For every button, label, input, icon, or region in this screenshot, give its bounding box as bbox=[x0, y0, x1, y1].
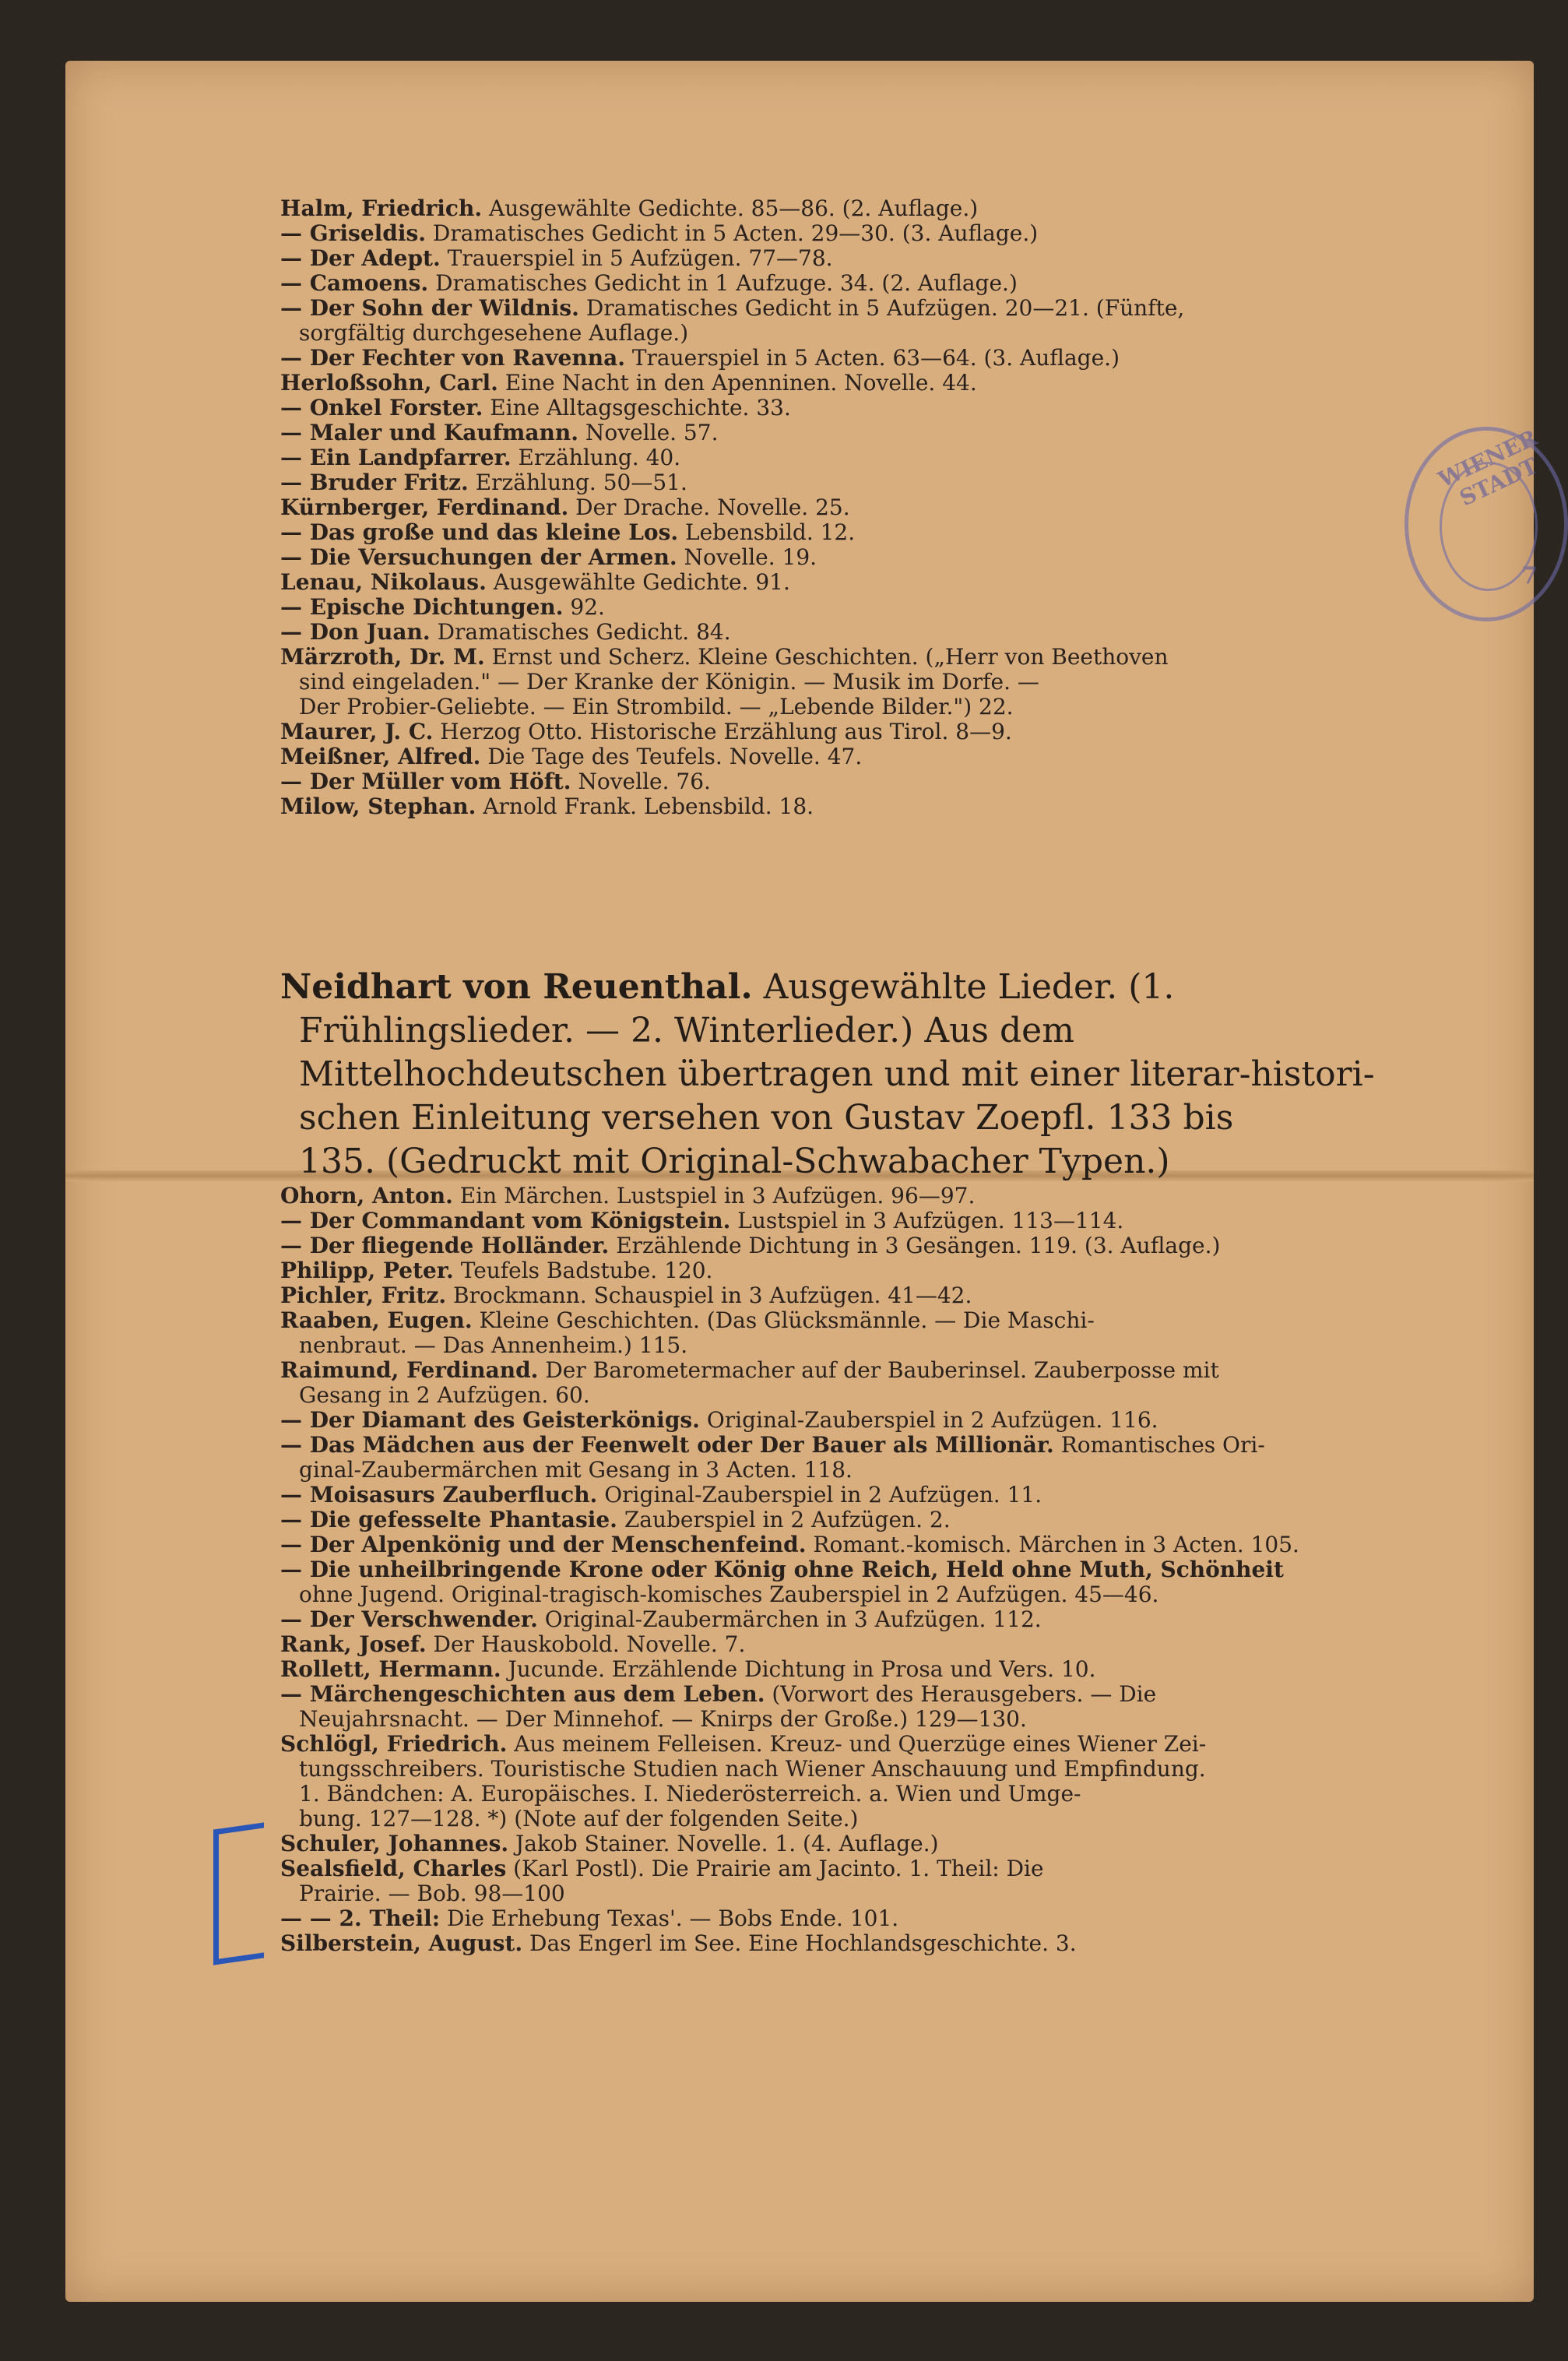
entry-author: Ohorn, Anton. bbox=[280, 1183, 453, 1209]
catalog-entry bbox=[280, 1657, 1386, 1682]
entry-title: Trauerspiel in 5 Acten. 63—64. (3. Auflage.) bbox=[631, 345, 1120, 371]
entry-author: Herloßsohn, Carl. bbox=[280, 370, 498, 396]
catalog-entry bbox=[280, 1258, 1386, 1283]
catalog-entry bbox=[280, 645, 1386, 670]
entry-title: Die Tage des Teufels. Novelle. 47. bbox=[487, 744, 863, 769]
entry-title: Teufels Badstube. 120. bbox=[460, 1258, 713, 1283]
entry-title: Der Hauskobold. Novelle. 7. bbox=[433, 1631, 746, 1657]
entry-title: Erzählung. 40. bbox=[518, 445, 681, 470]
catalog-entry bbox=[280, 1483, 1386, 1508]
entry-title: Ernst und Scherz. Kleine Geschichten. („Herr von Beethoven bbox=[491, 644, 1169, 670]
entry-title: Ausgewählte Gedichte. 85—86. (2. Auflage.) bbox=[488, 195, 979, 221]
entry-title: Novelle. 76. bbox=[578, 769, 711, 794]
catalog-entry bbox=[280, 1233, 1386, 1258]
entry-title: Erzählende Dichtung in 3 Gesängen. 119. (3. Auflage.) bbox=[616, 1233, 1221, 1258]
entry-title: schen Einleitung versehen von Gustav Zoepfl. 133 bis bbox=[299, 1098, 1234, 1138]
catalog-entry bbox=[280, 1856, 1386, 1881]
entry-title: Lebensbild. 12. bbox=[685, 519, 856, 545]
entry-author: — Der Sohn der Wildnis. bbox=[280, 295, 579, 321]
entry-author: Schlögl, Friedrich. bbox=[280, 1731, 508, 1757]
entry-author: Märzroth, Dr. M. bbox=[280, 644, 485, 670]
entry-title: tungsschreibers. Touristische Studien nach Wiener Anschauung und Empfindung. bbox=[299, 1756, 1206, 1782]
entry-author: — Der Alpenkönig und der Menschenfeind. bbox=[280, 1532, 807, 1557]
catalog-entry bbox=[280, 769, 1386, 794]
entry-title: Zauberspiel in 2 Aufzügen. 2. bbox=[624, 1507, 951, 1532]
entry-author: Schuler, Johannes. bbox=[280, 1831, 509, 1856]
catalog-entry bbox=[280, 570, 1386, 595]
entry-title: (Karl Postl). Die Prairie am Jacinto. 1. Theil: Die bbox=[513, 1856, 1044, 1881]
entry-author: — Die unheilbringende Krone oder König ohne Reich, Held ohne Muth, Schönheit bbox=[280, 1557, 1284, 1582]
catalog-entry bbox=[280, 1807, 1386, 1831]
entry-title: Romantisches Ori- bbox=[1060, 1432, 1265, 1458]
entry-author: — Maler und Kaufmann. bbox=[280, 420, 578, 445]
entry-author: — Der Verschwender. bbox=[280, 1606, 538, 1632]
entry-author: Philipp, Peter. bbox=[280, 1258, 454, 1283]
catalog-entry bbox=[280, 1582, 1386, 1607]
entry-title: Ausgewählte Gedichte. 91. bbox=[493, 569, 790, 595]
entry-author: Rollett, Hermann. bbox=[280, 1656, 501, 1682]
catalog-entry bbox=[280, 794, 1386, 819]
entry-author: — Das Mädchen aus der Feenwelt oder Der Bauer als Millionär. bbox=[280, 1432, 1054, 1458]
entry-author: Sealsfield, Charles bbox=[280, 1856, 507, 1881]
entry-title: Dramatisches Gedicht in 1 Aufzuge. 34. (2. Auflage.) bbox=[435, 270, 1018, 296]
entry-author: — Der fliegende Holländer. bbox=[280, 1233, 610, 1258]
catalog-entry bbox=[280, 445, 1386, 470]
catalog-entry bbox=[280, 670, 1386, 695]
entry-title: 92. bbox=[570, 594, 605, 620]
entry-title: Original-Zauberspiel in 2 Aufzügen. 116. bbox=[706, 1407, 1158, 1433]
entry-author: — Onkel Forster. bbox=[280, 395, 483, 420]
catalog-entry bbox=[280, 695, 1386, 720]
entry-title: Jakob Stainer. Novelle. 1. (4. Auflage.) bbox=[515, 1831, 939, 1856]
entry-title: Erzählung. 50—51. bbox=[475, 470, 687, 495]
catalog-entry bbox=[280, 346, 1386, 371]
entry-title: Dramatisches Gedicht in 5 Aufzügen. 20—21. (Fünfte, bbox=[585, 295, 1185, 321]
catalog-entry bbox=[280, 495, 1386, 520]
entry-author: Meißner, Alfred. bbox=[280, 744, 481, 769]
library-stamp bbox=[1405, 424, 1568, 621]
catalog-entry bbox=[280, 221, 1386, 246]
entry-title: Frühlingslieder. — 2. Winterlieder.) Aus dem bbox=[299, 1011, 1074, 1050]
entry-title: sorgfältig durchgesehene Auflage.) bbox=[299, 320, 689, 346]
entry-author: — Don Juan. bbox=[280, 619, 431, 645]
stamp-text: WIENER STADT bbox=[1434, 424, 1542, 512]
entry-title: Das Engerl im See. Eine Hochlandsgeschichte. 3. bbox=[529, 1930, 1077, 1956]
entry-author: — Das große und das kleine Los. bbox=[280, 519, 679, 545]
catalog-entry bbox=[280, 1682, 1386, 1707]
catalog-entry bbox=[280, 321, 1386, 346]
catalog-entry bbox=[280, 1707, 1386, 1732]
entry-author: — — 2. Theil: bbox=[280, 1905, 441, 1931]
catalog-entry bbox=[280, 1881, 1386, 1906]
entry-title: (Vorwort des Herausgebers. — Die bbox=[772, 1681, 1157, 1707]
entry-title: Eine Nacht in den Apenninen. Novelle. 44. bbox=[505, 370, 977, 396]
entry-title: Neujahrsnacht. — Der Minnehof. — Knirps der Große.) 129—130. bbox=[299, 1706, 1027, 1732]
entry-title: bung. 127—128. *) (Note auf der folgenden Seite.) bbox=[299, 1806, 859, 1831]
entry-title: Arnold Frank. Lebensbild. 18. bbox=[483, 793, 814, 819]
entry-title: 1. Bändchen: A. Europäisches. I. Niederösterreich. a. Wien und Umge- bbox=[299, 1781, 1081, 1807]
entry-title: Novelle. 57. bbox=[585, 420, 719, 445]
entry-title: Novelle. 19. bbox=[684, 544, 817, 570]
entry-author: Neidhart von Reuenthal. bbox=[280, 967, 753, 1007]
catalog-entry bbox=[280, 1782, 1386, 1807]
catalog-entry bbox=[280, 1408, 1386, 1433]
catalog-entry bbox=[280, 396, 1386, 420]
entry-title: Aus meinem Felleisen. Kreuz- und Querzüge eines Wiener Zei- bbox=[514, 1731, 1207, 1757]
entry-author: — Der Müller vom Höft. bbox=[280, 769, 571, 794]
entry-title: Lustspiel in 3 Aufzügen. 113—114. bbox=[737, 1208, 1124, 1233]
catalog-entry bbox=[280, 1433, 1386, 1458]
entry-author: Raimund, Ferdinand. bbox=[280, 1357, 539, 1383]
catalog-entry bbox=[280, 1184, 1386, 1209]
catalog-entry bbox=[280, 470, 1386, 495]
entry-title: Mittelhochdeutschen übertragen und mit einer literar-histori- bbox=[299, 1054, 1375, 1094]
entry-title: Herzog Otto. Historische Erzählung aus Tirol. 8—9. bbox=[440, 719, 1012, 744]
entry-author: — Der Fechter von Ravenna. bbox=[280, 345, 625, 371]
entry-title: Prairie. — Bob. 98—100 bbox=[299, 1881, 565, 1906]
entry-title: Original-Zaubermärchen in 3 Aufzügen. 112. bbox=[544, 1606, 1042, 1632]
catalog-entry bbox=[280, 1607, 1386, 1632]
entry-author: — Die gefesselte Phantasie. bbox=[280, 1507, 617, 1532]
entry-title: Ein Märchen. Lustspiel in 3 Aufzügen. 96—97. bbox=[459, 1183, 976, 1209]
blue-pencil-bracket bbox=[213, 1822, 264, 1965]
entry-author: — Der Diamant des Geisterkönigs. bbox=[280, 1407, 700, 1433]
catalog-entry bbox=[280, 1757, 1386, 1782]
catalog-entry bbox=[280, 1283, 1386, 1308]
entry-author: — Der Commandant vom Königstein. bbox=[280, 1208, 731, 1233]
entry-author: — Griseldis. bbox=[280, 220, 426, 246]
entry-author: — Die Versuchungen der Armen. bbox=[280, 544, 677, 570]
entry-title: 135. (Gedruckt mit Original-Schwabacher Typen.) bbox=[299, 1142, 1170, 1181]
catalog-entry bbox=[280, 271, 1386, 296]
catalog-entry bbox=[280, 1333, 1386, 1358]
entry-title: Der Barometermacher auf der Bauberinsel. Zauberposse mit bbox=[545, 1357, 1219, 1383]
catalog-entry bbox=[280, 1532, 1386, 1557]
entry-title: Eine Alltagsgeschichte. 33. bbox=[490, 395, 791, 420]
entry-author: — Epische Dichtungen. bbox=[280, 594, 564, 620]
catalog-entry bbox=[280, 545, 1386, 570]
entry-title: Kleine Geschichten. (Das Glücksmännle. — Die Maschi- bbox=[479, 1307, 1095, 1333]
entry-title: Trauerspiel in 5 Aufzügen. 77—78. bbox=[447, 245, 833, 271]
entry-title: Gesang in 2 Aufzügen. 60. bbox=[299, 1382, 590, 1408]
entry-title: ohne Jugend. Original-tragisch-komisches Zauberspiel in 2 Aufzügen. 45—46. bbox=[299, 1582, 1159, 1607]
entry-author: — Bruder Fritz. bbox=[280, 470, 469, 495]
stamp-number: 7 bbox=[1521, 562, 1538, 589]
entry-author: Lenau, Nikolaus. bbox=[280, 569, 487, 595]
catalog-entry bbox=[280, 196, 1386, 221]
entry-title: ginal-Zaubermärchen mit Gesang in 3 Acten. 118. bbox=[299, 1457, 853, 1483]
catalog-entry bbox=[280, 420, 1386, 445]
entry-author: — Der Adept. bbox=[280, 245, 441, 271]
catalog-entry bbox=[280, 246, 1386, 271]
catalog-entry bbox=[280, 1140, 1386, 1184]
entry-author: — Märchengeschichten aus dem Leben. bbox=[280, 1681, 765, 1707]
catalog-list-bottom bbox=[280, 1184, 1386, 1956]
entry-author: — Camoens. bbox=[280, 270, 429, 296]
entry-title: nenbraut. — Das Annenheim.) 115. bbox=[299, 1332, 688, 1358]
catalog-entry bbox=[280, 296, 1386, 321]
catalog-entry bbox=[280, 520, 1386, 545]
catalog-entry bbox=[280, 620, 1386, 645]
catalog-entry bbox=[280, 1209, 1386, 1233]
entry-author: — Moisasurs Zauberfluch. bbox=[280, 1482, 598, 1508]
entry-title: sind eingeladen." — Der Kranke der Königin. — Musik im Dorfe. — bbox=[299, 669, 1039, 695]
catalog-entry bbox=[280, 1053, 1386, 1096]
entry-title: Die Erhebung Texas'. — Bobs Ende. 101. bbox=[447, 1905, 899, 1931]
catalog-entry bbox=[280, 1358, 1386, 1383]
entry-title: Dramatisches Gedicht. 84. bbox=[437, 619, 731, 645]
catalog-entry bbox=[280, 966, 1386, 1009]
catalog-entry bbox=[280, 720, 1386, 744]
entry-title: Dramatisches Gedicht in 5 Acten. 29—30. (3. Auflage.) bbox=[432, 220, 1039, 246]
entry-title: Jucunde. Erzählende Dichtung in Prosa und Vers. 10. bbox=[508, 1656, 1096, 1682]
entry-author: Halm, Friedrich. bbox=[280, 195, 483, 221]
catalog-entry bbox=[280, 1732, 1386, 1757]
catalog-entry bbox=[280, 1009, 1386, 1053]
catalog-entry bbox=[280, 1383, 1386, 1408]
catalog-entry bbox=[280, 1831, 1386, 1856]
catalog-entry bbox=[280, 595, 1386, 620]
catalog-list-top bbox=[280, 196, 1386, 819]
entry-author: Raaben, Eugen. bbox=[280, 1307, 473, 1333]
catalog-entry bbox=[280, 1458, 1386, 1483]
entry-title: Brockmann. Schauspiel in 3 Aufzügen. 41—42. bbox=[453, 1283, 972, 1308]
catalog-entry bbox=[280, 744, 1386, 769]
catalog-entry bbox=[280, 1557, 1386, 1582]
catalog-entry bbox=[280, 1096, 1386, 1140]
entry-title: Ausgewählte Lieder. (1. bbox=[763, 967, 1175, 1007]
entry-author: Pichler, Fritz. bbox=[280, 1283, 447, 1308]
entry-title: Der Probier-Geliebte. — Ein Strombild. — „Lebende Bilder.") 22. bbox=[299, 694, 1014, 720]
catalog-entry bbox=[280, 371, 1386, 396]
entry-title: Romant.-komisch. Märchen in 3 Acten. 105. bbox=[813, 1532, 1299, 1557]
entry-author: Silberstein, August. bbox=[280, 1930, 523, 1956]
entry-title: Der Drache. Novelle. 25. bbox=[575, 494, 850, 520]
entry-author: Rank, Josef. bbox=[280, 1631, 427, 1657]
catalog-entry bbox=[280, 1906, 1386, 1931]
catalog-featured-entry bbox=[280, 966, 1386, 1184]
entry-author: — Ein Landpfarrer. bbox=[280, 445, 512, 470]
entry-title: Original-Zauberspiel in 2 Aufzügen. 11. bbox=[604, 1482, 1042, 1508]
entry-author: Milow, Stephan. bbox=[280, 793, 476, 819]
catalog-entry bbox=[280, 1632, 1386, 1657]
entry-author: Maurer, J. C. bbox=[280, 719, 434, 744]
catalog-entry bbox=[280, 1508, 1386, 1532]
entry-author: Kürnberger, Ferdinand. bbox=[280, 494, 569, 520]
catalog-entry bbox=[280, 1308, 1386, 1333]
catalog-entry bbox=[280, 1931, 1386, 1956]
